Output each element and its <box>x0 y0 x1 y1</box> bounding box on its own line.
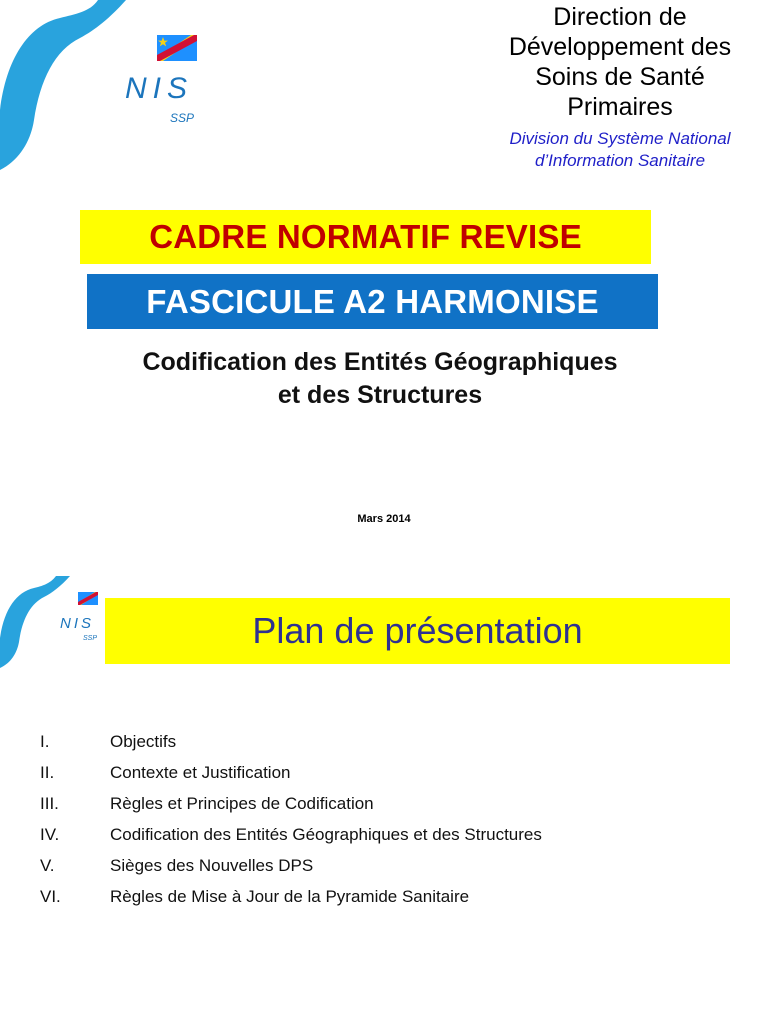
organization-block <box>470 2 768 172</box>
toc-label: Règles et Principes de Codification <box>110 793 374 813</box>
snis-logo <box>0 0 212 170</box>
snis-logo-small <box>0 576 104 668</box>
toc-item <box>40 726 740 757</box>
toc-item <box>40 819 740 850</box>
logo-wave <box>0 0 126 170</box>
toc-item <box>40 757 740 788</box>
toc-item <box>40 881 740 912</box>
logo-text: NIS <box>60 615 95 632</box>
plan-slide <box>0 568 768 1024</box>
plan-title: Plan de présentation <box>252 610 583 651</box>
logo-text: NIS <box>125 72 194 105</box>
toc-item <box>40 850 740 881</box>
organization-title <box>470 2 768 122</box>
document-date: Mars 2014 <box>357 513 411 525</box>
subtitle-line: et des Structures <box>277 381 483 409</box>
division-line: Division du Système National <box>509 129 731 148</box>
toc-number: II. <box>40 762 55 782</box>
toc-number: IV. <box>40 824 60 844</box>
title-banner <box>80 210 651 264</box>
toc-number: III. <box>40 793 59 813</box>
org-title-line: Développement des <box>508 33 732 61</box>
logo-subtext: SSP <box>170 111 195 125</box>
fascicule-title: FASCICULE A2 HARMONISE <box>146 282 599 320</box>
org-title-line: Primaires <box>567 93 673 121</box>
toc-number: V. <box>40 855 55 875</box>
toc-label: Codification des Entités Géographiques et des Structures <box>110 824 542 844</box>
flag-icon <box>157 35 197 61</box>
toc-number: VI. <box>40 886 61 906</box>
fascicule-banner <box>87 274 658 329</box>
document-title: CADRE NORMATIF REVISE <box>149 218 582 255</box>
table-of-contents <box>40 726 740 912</box>
document-subtitle <box>60 346 700 412</box>
toc-item <box>40 788 740 819</box>
division-line: d’Information Sanitaire <box>534 151 706 170</box>
toc-number: I. <box>40 731 50 751</box>
toc-label: Règles de Mise à Jour de la Pyramide Sanitaire <box>110 886 470 906</box>
plan-banner <box>105 598 730 664</box>
org-title-line: Soins de Santé <box>535 63 705 91</box>
toc-label: Contexte et Justification <box>110 762 291 782</box>
toc-label: Sièges des Nouvelles DPS <box>110 855 314 875</box>
toc-label: Objectifs <box>110 731 177 751</box>
subtitle-line: Codification des Entités Géographiques <box>142 348 618 376</box>
division-name <box>470 128 768 172</box>
org-title-line: Direction de <box>553 3 687 31</box>
logo-subtext: SSP <box>83 635 98 642</box>
flag-icon <box>78 592 98 605</box>
